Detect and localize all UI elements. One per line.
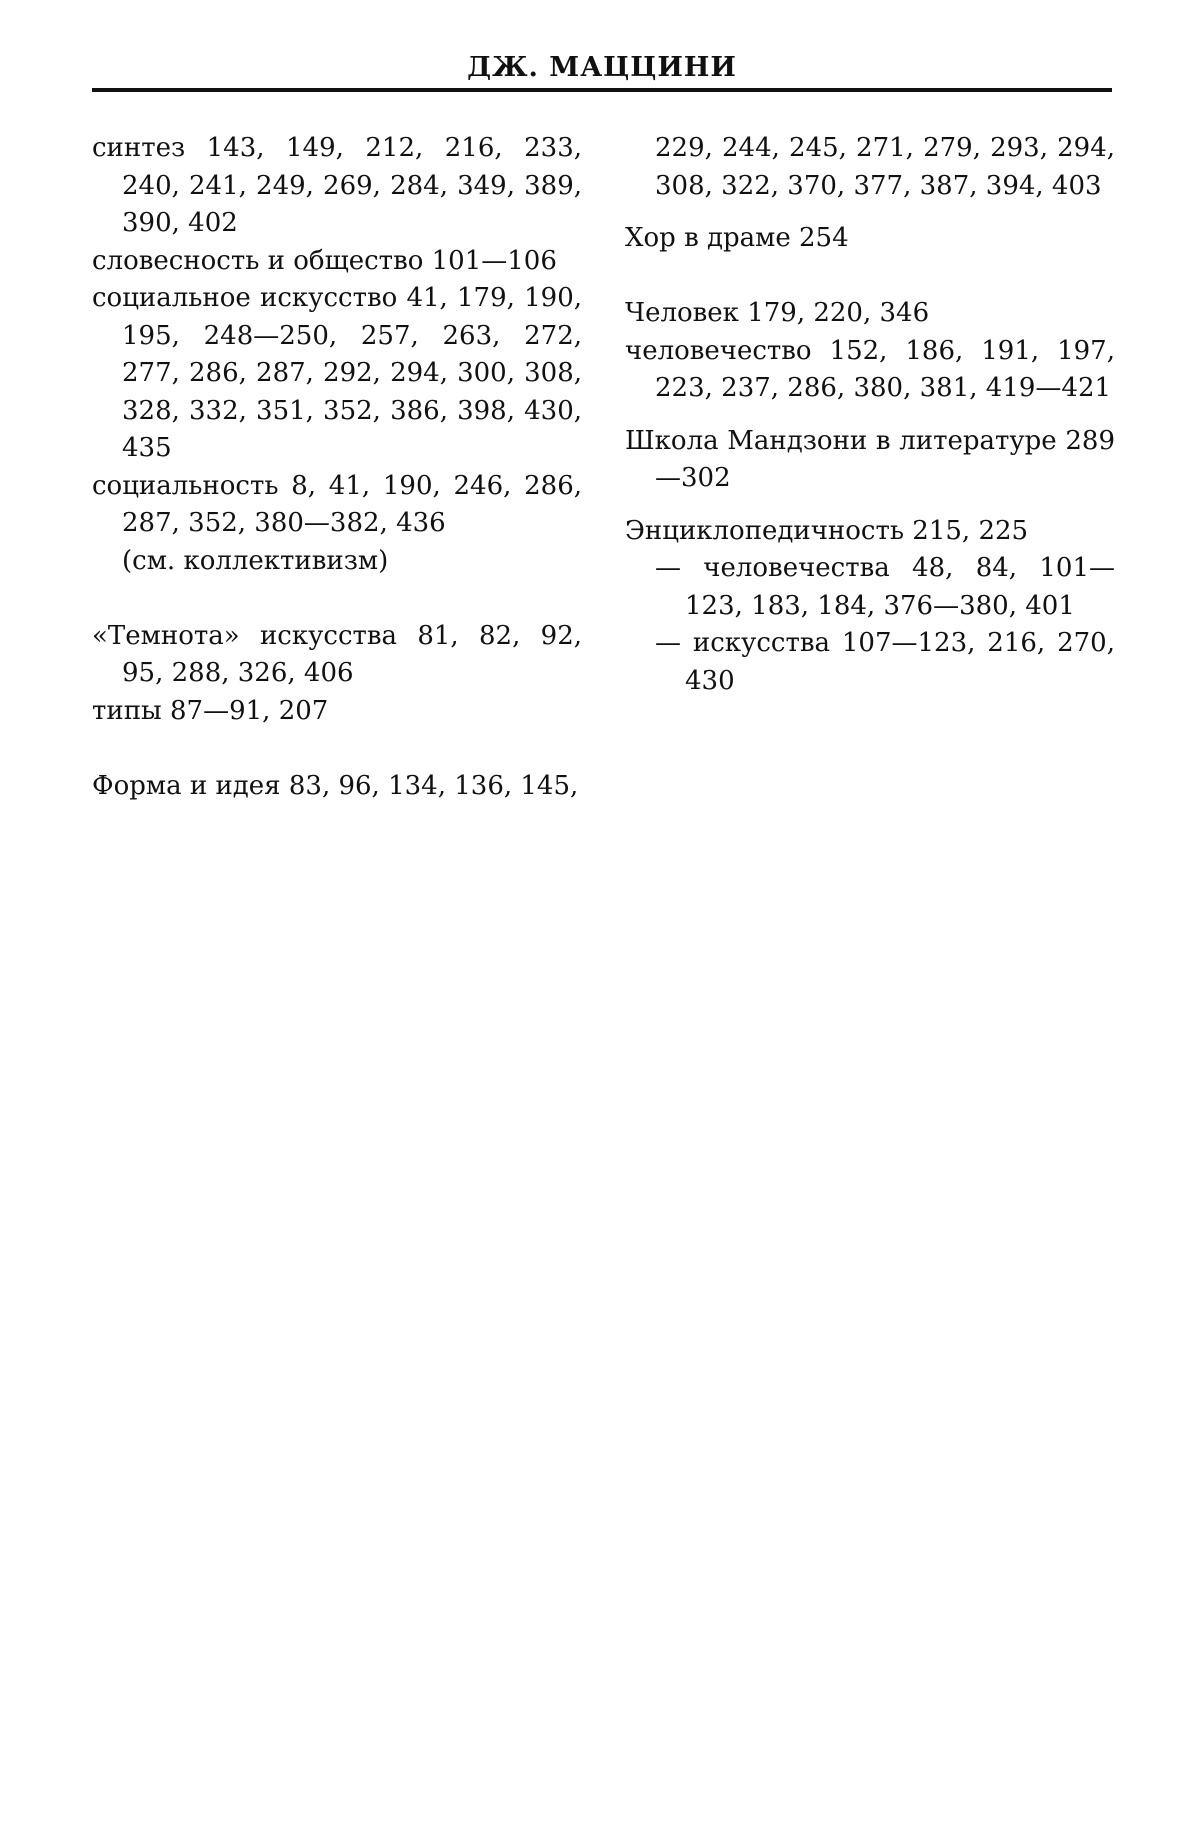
entry-gap xyxy=(625,205,1115,220)
index-entry: Хор в драме 254 xyxy=(625,223,849,253)
section-gap xyxy=(92,580,582,618)
index-entry: «Темнота» искусства 81, 82, 92, 95, 288, 326, 406 xyxy=(92,620,582,688)
running-header: ДЖ. МАЦЦИНИ xyxy=(467,52,737,83)
header-rule xyxy=(92,88,1112,92)
index-subentry: — искусства 107—123, 216, 270, 430 xyxy=(655,628,1115,696)
index-entry: словесность и общество 101—106 xyxy=(92,245,557,276)
entry-gap xyxy=(625,498,1115,513)
index-entry: Энциклопедичность 215, 225 xyxy=(625,515,1029,546)
index-entry: социальность 8, 41, 190, 246, 286, 287, 352, 380—382, 436 xyxy=(92,470,582,538)
index-entry: типы 87—91, 207 xyxy=(92,695,329,726)
index-column-right xyxy=(625,130,1115,700)
index-entry: человечество 152, 186, 191, 197, 223, 237, 286, 380, 381, 419—421 xyxy=(625,335,1115,403)
entry-gap xyxy=(625,408,1115,423)
index-entry: синтез 143, 149, 212, 216, 233, 240, 241, 249, 269, 284, 349, 389, 390, 402 xyxy=(92,133,582,238)
index-entry: 229, 244, 245, 271, 279, 293, 294, 308, 322, 370, 377, 387, 394, 403 xyxy=(655,133,1115,201)
index-entry: Человек 179, 220, 346 xyxy=(625,298,930,328)
index-column-left xyxy=(92,130,582,805)
index-entry: социальное искусство 41, 179, 190, 195, 248—250, 257, 263, 272, 277, 286, 287, 292, 294, 300, 308, 328, 332, 351, 352, 386, 398, 430, 435 xyxy=(92,283,582,463)
section-gap xyxy=(625,258,1115,296)
section-gap xyxy=(92,730,582,768)
index-entry: Форма и идея 83, 96, 134, 136, 145, xyxy=(92,770,579,801)
index-entry: Школа Мандзони в литературе 289—302 xyxy=(625,425,1115,493)
index-note: (см. коллективизм) xyxy=(122,545,389,576)
index-subentry: — человечества 48, 84, 101—123, 183, 184, 376—380, 401 xyxy=(655,553,1115,621)
